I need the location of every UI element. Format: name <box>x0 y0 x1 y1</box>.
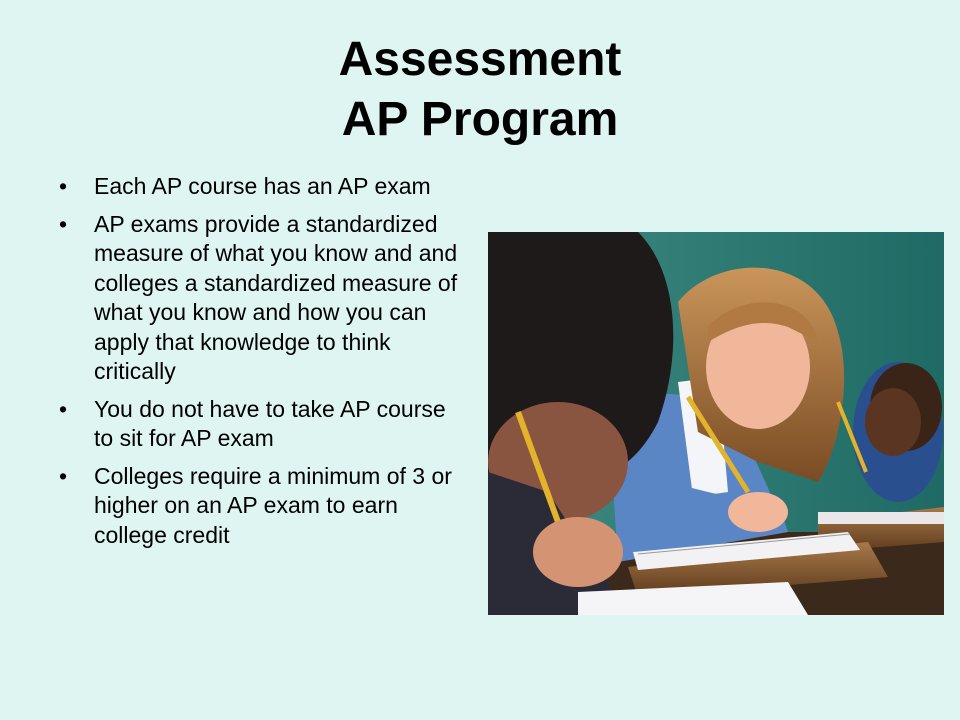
bullet-item <box>56 210 466 387</box>
bullet-text: Each AP course has an AP exam <box>94 173 431 199</box>
bullet-item <box>56 462 466 551</box>
slide-title-line-2: AP Program <box>341 93 619 146</box>
bullet-text: Colleges require a minimum of 3 or higher on an AP exam to earn college credit <box>94 462 452 548</box>
bullet-item <box>56 172 466 202</box>
bullet-list <box>56 172 466 558</box>
bullet-text: You do not have to take AP course to sit for AP exam <box>94 395 446 451</box>
students-taking-exam-photo <box>488 232 944 615</box>
bullet-marker: • <box>59 462 68 489</box>
slide-title-line-1: Assessment <box>338 33 622 86</box>
slide-title <box>0 30 960 150</box>
bullet-text: AP exams provide a standardized measure of what you know and and colleges a standardized measure of what you know and how you can apply that knowledge to think critically <box>94 210 458 384</box>
bullet-marker: • <box>59 173 68 199</box>
bullet-item <box>56 395 466 454</box>
bullet-marker: • <box>59 210 68 237</box>
bullet-marker: • <box>59 395 68 422</box>
